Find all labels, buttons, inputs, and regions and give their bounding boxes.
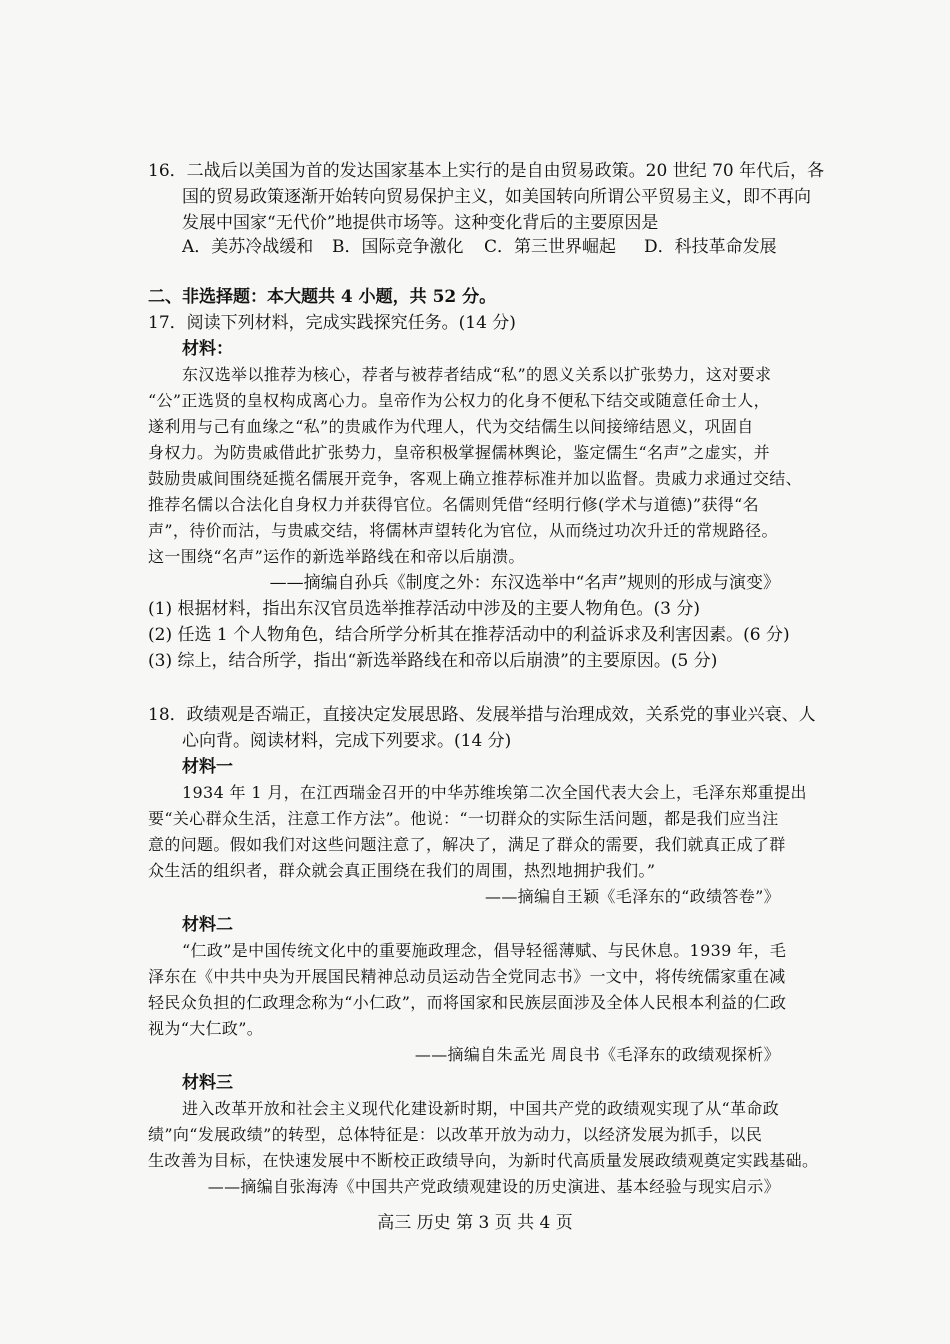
q18-intro-2: 心向背。阅读材料，完成下列要求。(14 分) [182, 731, 512, 751]
q18-material-3-source: ——摘编自张海涛《中国共产党政绩观建设的历史演进、基本经验与现实启示》 [207, 1177, 780, 1196]
q18-material-1-line: 意的问题。假如我们对这些问题注意了，解决了，满足了群众的需要，我们就真正成了群 [148, 835, 786, 854]
q18-material-3-label: 材料三 [182, 1073, 233, 1093]
q18-material-2-label: 材料二 [182, 915, 233, 935]
q17-paragraph-line: 声”，待价而沽，与贵戚交结，将儒林声望转化为官位，从而绕过功次升迁的常规路径。 [148, 521, 778, 540]
q18-material-2-line: 轻民众负担的仁政理念称为“小仁政”，而将国家和民族层面涉及全体人民根本利益的仁政 [148, 993, 787, 1012]
q17-paragraph-line: 身权力。为防贵戚借此扩张势力，皇帝积极掌握儒林舆论，鉴定儒生“名声”之虚实，并 [148, 443, 771, 462]
q18-material-1-label: 材料一 [182, 757, 233, 777]
q16-option-d[interactable]: D．科技革命发展 [644, 237, 777, 257]
q17-paragraph-line: 推荐名儒以合法化自身权力并获得官位。名儒则凭借“经明行修(学术与道德)”获得“名 [148, 495, 760, 514]
q17-paragraph-line: “公”正选贤的皇权构成离心力。皇帝作为公权力的化身不便私下结交或随意任命士人， [148, 391, 771, 410]
q18-material-1-line: 要“关心群众生活，注意工作方法”。他说：“一切群众的实际生活问题，都是我们应当注 [148, 809, 779, 828]
q16-option-c[interactable]: C．第三世界崛起 [484, 237, 617, 257]
q16-line-3: 发展中国家“无代价”地提供市场等。这种变化背后的主要原因是 [182, 213, 659, 233]
q18-material-2-line: 泽东在《中共中央为开展国民精神总动员运动告全党同志书》一文中，将传统儒家重在减 [148, 967, 786, 986]
q17-task-2: (2) 任选 1 个人物角色，结合所学分析其在推荐活动中的利益诉求及利害因素。(6 分) [148, 625, 790, 645]
q17-source: ——摘编自孙兵《制度之外：东汉选举中“名声”规则的形成与演变》 [269, 573, 780, 593]
q18-material-2-line: “仁政”是中国传统文化中的重要施政理念，倡导轻徭薄赋、与民休息。1939 年，毛 [182, 941, 787, 960]
q17-paragraph-line: 这一围绕“名声”运作的新选举路线在和帝以后崩溃。 [148, 547, 525, 566]
q16-line-1: 16．二战后以美国为首的发达国家基本上实行的是自由贸易政策。20 世纪 70 年代后，各 [148, 161, 825, 181]
section-heading: 二、非选择题：本大题共 4 小题，共 52 分。 [148, 287, 497, 307]
q18-material-3-line: 进入改革开放和社会主义现代化建设新时期，中国共产党的政绩观实现了从“革命政 [182, 1099, 780, 1118]
q16-option-a[interactable]: A．美苏冷战缓和 [182, 237, 314, 257]
q18-material-2-line: 视为“大仁政”。 [148, 1019, 264, 1038]
q17-material-label: 材料： [182, 339, 233, 359]
q17-task-1: (1) 根据材料，指出东汉官员选举推荐活动中涉及的主要人物角色。(3 分) [148, 599, 700, 619]
q17-intro: 17．阅读下列材料，完成实践探究任务。(14 分) [148, 313, 516, 333]
q17-task-3: (3) 综上，结合所学，指出“新选举路线在和帝以后崩溃”的主要原因。(5 分) [148, 651, 718, 671]
q18-material-2-source: ——摘编自朱孟光 周良书《毛泽东的政绩观探析》 [414, 1045, 780, 1064]
q16-option-b[interactable]: B．国际竞争激化 [332, 237, 464, 257]
q16-options [182, 236, 777, 258]
q17-paragraph-line: 鼓励贵戚间围绕延揽名儒展开竞争，客观上确立推荐标准并加以监督。贵戚力求通过交结、 [148, 469, 803, 488]
q18-material-1-line: 众生活的组织者，群众就会真正围绕在我们的周围，热烈地拥护我们。” [148, 861, 656, 880]
q18-material-1-line: 1934 年 1 月，在江西瑞金召开的中华苏维埃第二次全国代表大会上，毛泽东郑重提出 [182, 783, 807, 802]
q18-material-1-source: ——摘编自王颖《毛泽东的“政绩答卷”》 [484, 887, 780, 906]
q18-material-3-line: 生改善为目标，在快速发展中不断校正政绩导向，为新时代高质量发展政绩观奠定实践基础。 [148, 1151, 819, 1170]
q18-material-3-line: 绩”向“发展政绩”的转型，总体特征是：以改革开放为动力，以经济发展为抓手，以民 [148, 1125, 763, 1144]
q18-intro-1: 18．政绩观是否端正，直接决定发展思路、发展举措与治理成效，关系党的事业兴衰、人 [148, 705, 816, 725]
q17-paragraph-line: 遂利用与己有血缘之“私”的贵戚作为代理人，代为交结儒生以间接缔结恩义，巩固自 [148, 417, 754, 436]
page-footer: 高三 历史 第 3 页 共 4 页 [377, 1213, 573, 1233]
q16-line-2: 国的贸易政策逐渐开始转向贸易保护主义，如美国转向所谓公平贸易主义，即不再向 [182, 187, 811, 207]
q17-paragraph-line: 东汉选举以推荐为核心，荐者与被荐者结成“私”的恩义关系以扩张势力，这对要求 [182, 365, 772, 384]
